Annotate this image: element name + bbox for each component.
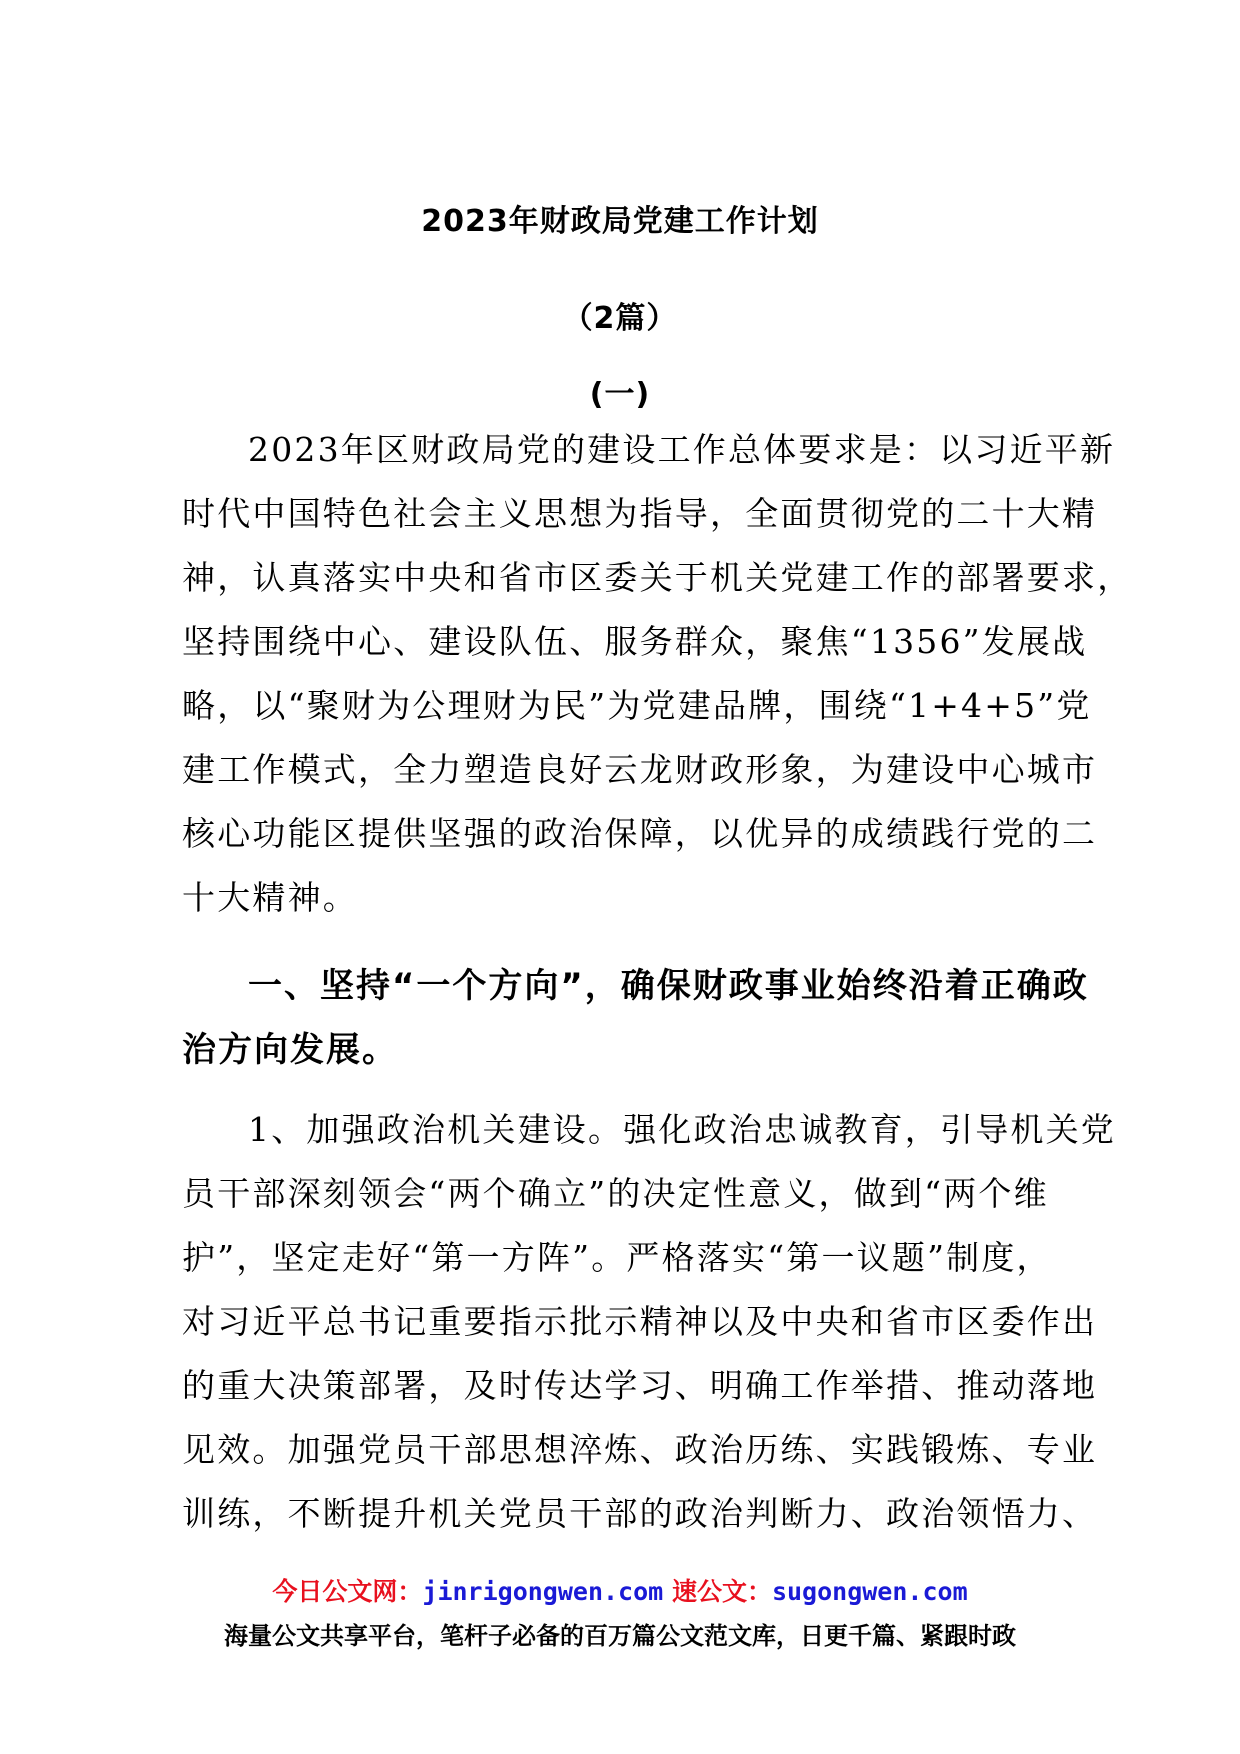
- paragraph-line: 略，以“聚财为公理财为民”为党建品牌，围绕“1+4+5”党: [182, 686, 1092, 725]
- part-marker: (一): [589, 377, 651, 412]
- paragraph-line: 对习近平总书记重要指示批示精神以及中央和省市区委作出: [182, 1302, 1098, 1341]
- footer-links: [0, 1572, 1240, 1608]
- site2-link[interactable]: sugongwen.com: [771, 1577, 968, 1606]
- document-title: 2023年财政局党建工作计划: [421, 204, 819, 239]
- section-heading-1: [182, 954, 1089, 1082]
- intro-paragraph: [182, 418, 1133, 930]
- paragraph-line: 护”，坚定走好“第一方阵”。严格落实“第一议题”制度，: [182, 1238, 1052, 1277]
- paragraph-line: 神，认真落实中央和省市区委关于机关党建工作的部署要求，: [182, 558, 1133, 597]
- paragraph-line: 坚持围绕中心、建设队伍、服务群众，聚焦“1356”发展战: [182, 622, 1088, 661]
- paragraph-line: 建工作模式，全力塑造良好云龙财政形象，为建设中心城市: [182, 750, 1098, 789]
- paragraph-line: 十大精神。: [182, 878, 358, 917]
- paragraph-line: 见效。加强党员干部思想淬炼、政治历练、实践锻炼、专业: [182, 1430, 1098, 1469]
- heading-line: 一、坚持“一个方向”，确保财政事业始终沿着正确政: [248, 966, 1089, 1006]
- heading-line: 治方向发展。: [182, 1030, 398, 1070]
- paragraph-line: 时代中国特色社会主义思想为指导，全面贯彻党的二十大精: [182, 494, 1098, 533]
- site1-link[interactable]: jinrigongwen.com: [422, 1577, 664, 1606]
- site1-label: 今日公文网：: [272, 1577, 423, 1606]
- paragraph-line: 训练，不断提升机关党员干部的政治判断力、政治领悟力、: [182, 1494, 1098, 1533]
- paragraph-line: 2023年区财政局党的建设工作总体要求是：以习近平新: [248, 430, 1116, 469]
- document-count: （2篇）: [562, 301, 678, 336]
- site2-label: 速公文：: [671, 1577, 772, 1606]
- paragraph-line: 员干部深刻领会“两个确立”的决定性意义，做到“两个维: [182, 1174, 1049, 1213]
- paragraph-line: 的重大决策部署，及时传达学习、明确工作举措、推动落地: [182, 1366, 1098, 1405]
- paragraph-line: 1、加强政治机关建设。强化政治忠诚教育，引导机关党: [248, 1110, 1116, 1149]
- section-1-paragraph: [182, 1098, 1116, 1546]
- footer-slogan: 海量公文共享平台，笔杆子必备的百万篇公文范文库，日更千篇、紧跟时政: [224, 1622, 1016, 1650]
- paragraph-line: 核心功能区提供坚强的政治保障，以优异的成绩践行党的二: [182, 814, 1098, 853]
